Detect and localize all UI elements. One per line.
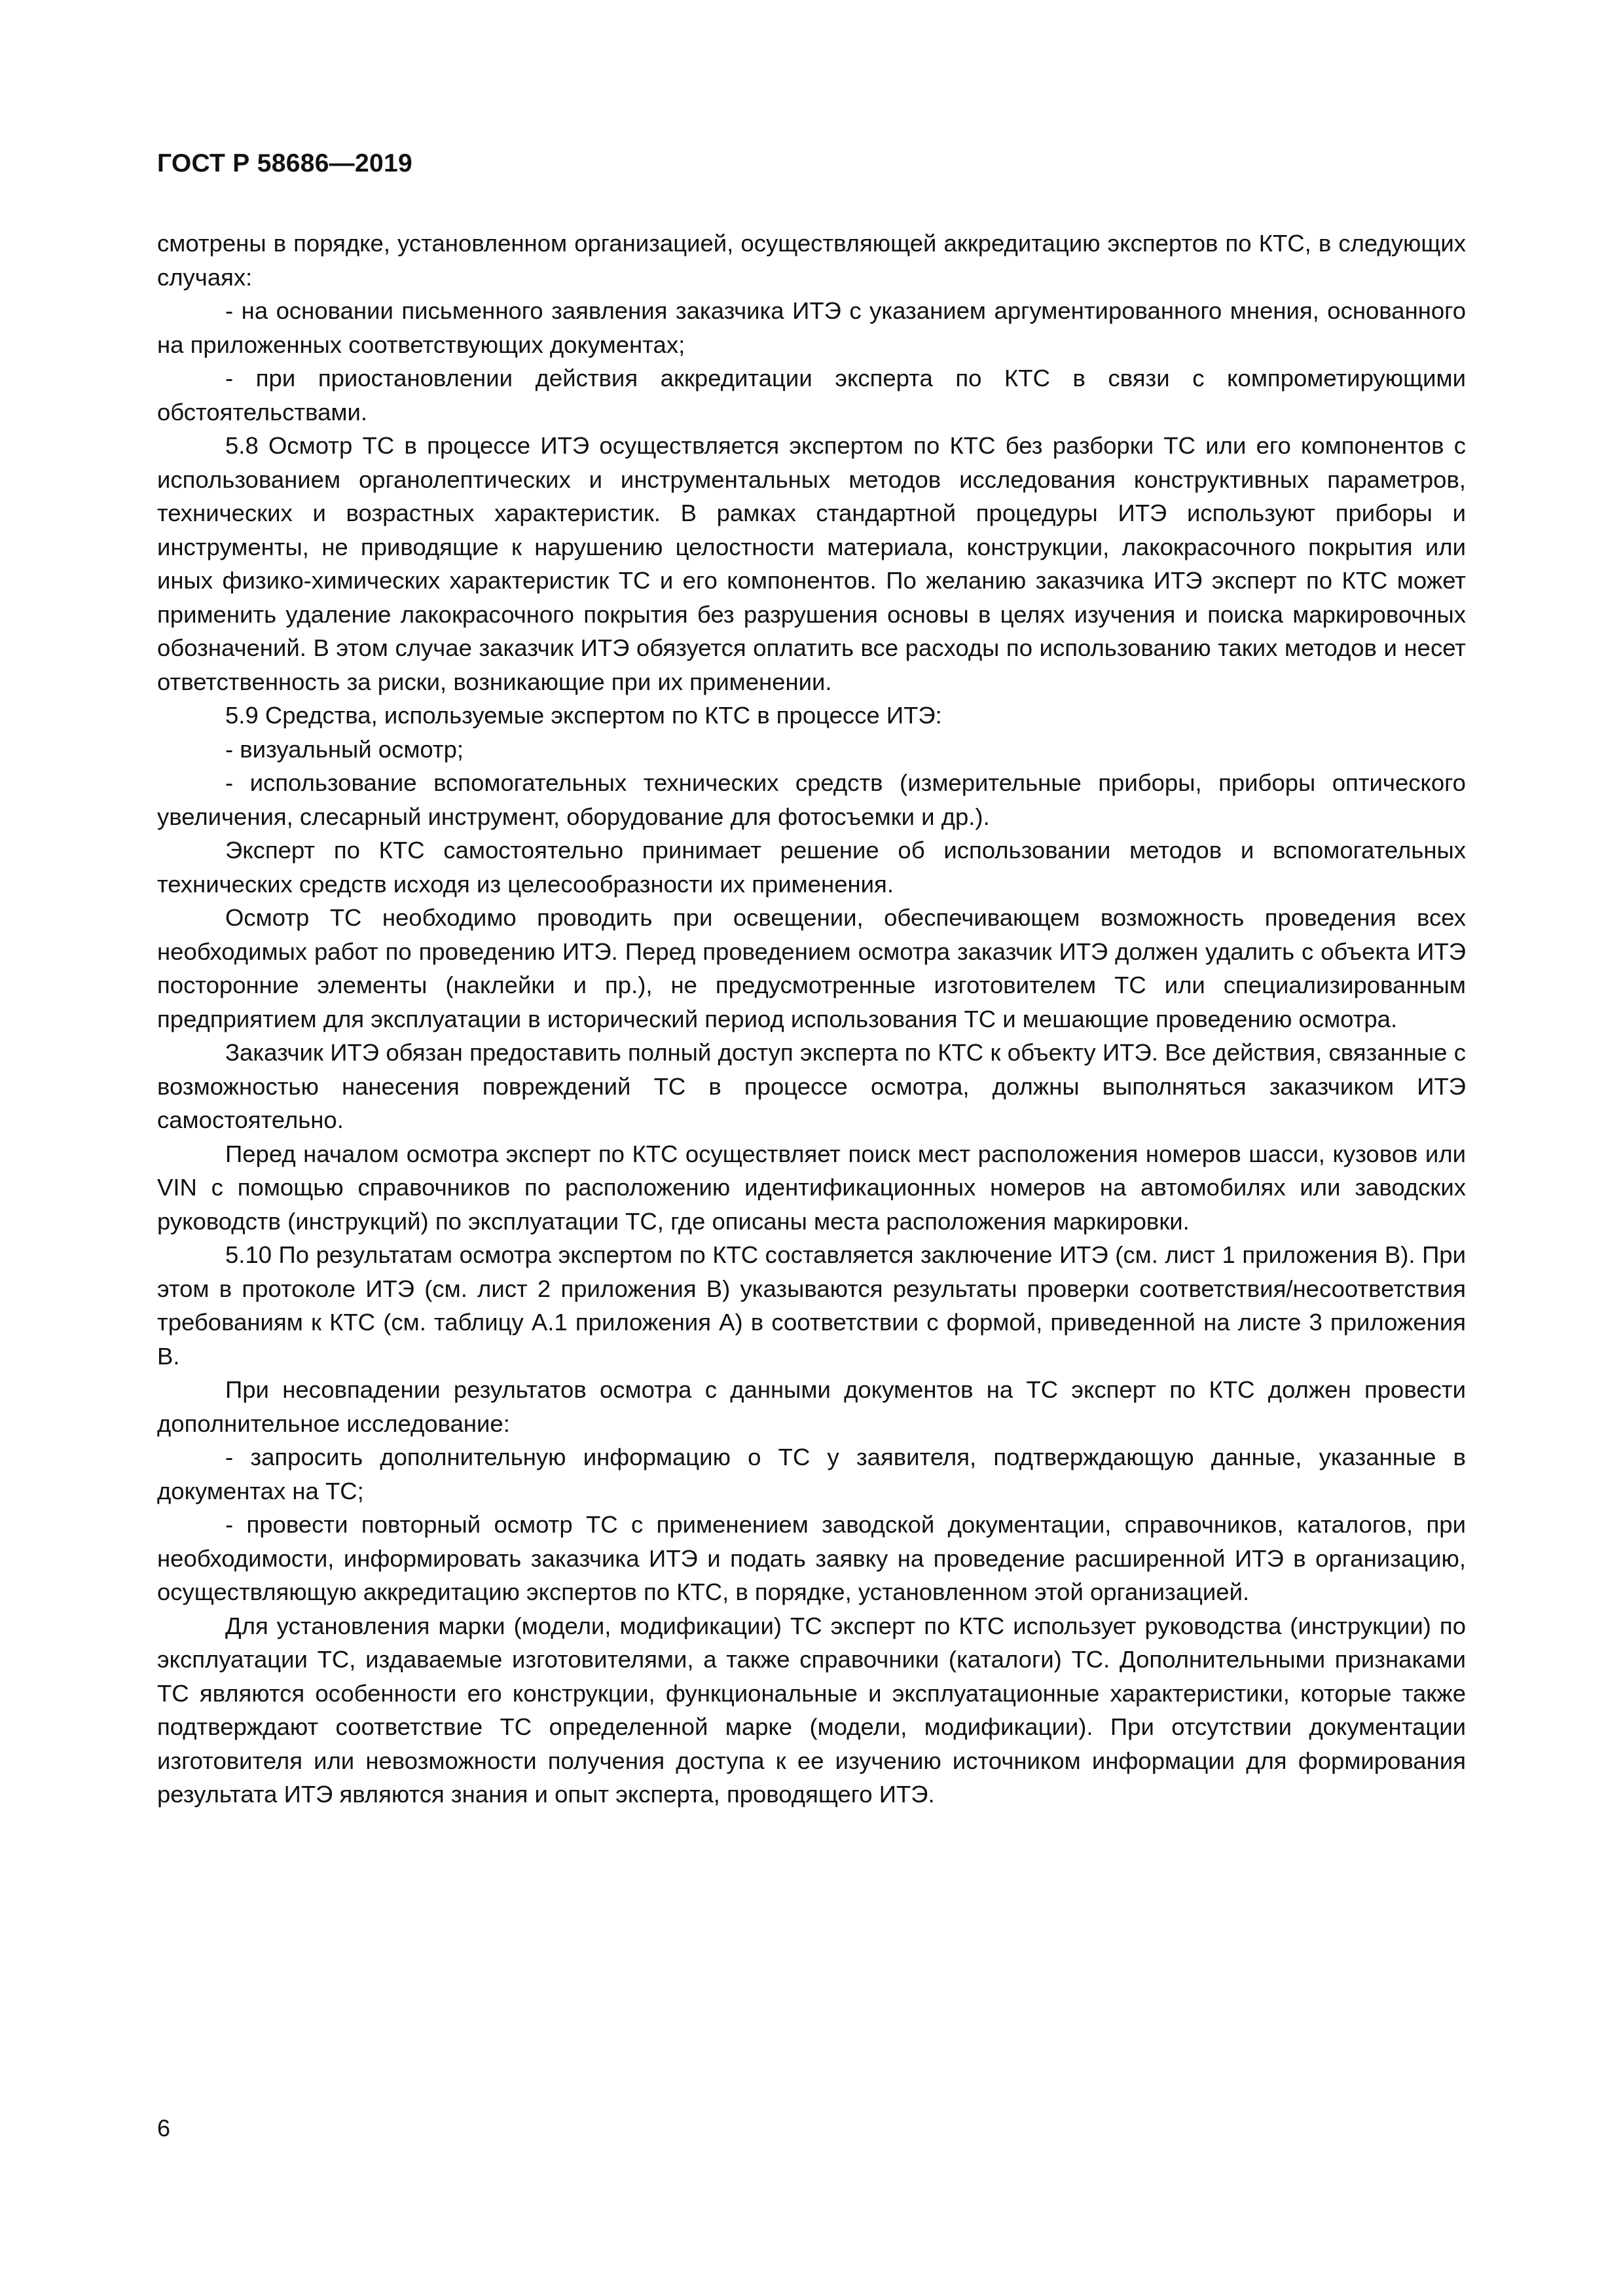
paragraph: Для установления марки (модели, модификации) ТС эксперт по КТС использует руководства (инструкции) по эксплуатации ТС, издаваемые изготовителями, а также справочники (каталоги) ТС. Дополнительными признаками ТС являются особенности его конструкции, функциональные и эксплуатационные характеристики, которые также подтверждают соответствие ТС определенной марке (модели, модификации). При отсутствии документации изготовителя или невозможности получения доступа к ее изучению источником информации для формирования результата ИТЭ являются знания и опыт эксперта, проводящего ИТЭ. xyxy=(157,1612,1466,1808)
paragraph: Осмотр ТС необходимо проводить при освещении, обеспечивающем возможность проведения всех необходимых работ по проведению ИТЭ. Перед проведением осмотра заказчик ИТЭ должен удалить с объекта ИТЭ посторонние элементы (наклейки и пр.), не предусмотренные изготовителем ТС или специализированным предприятием для эксплуатации в исторический период использования ТС и мешающие проведению осмотра. xyxy=(157,904,1466,1032)
paragraph: 5.9 Средства, используемые экспертом по КТС в процессе ИТЭ: xyxy=(225,702,942,729)
paragraph: - запросить дополнительную информацию о ТС у заявителя, подтверждающую данные, указанные в документах на ТС; xyxy=(157,1444,1466,1504)
paragraph: 5.10 По результатам осмотра экспертом по КТС составляется заключение ИТЭ (см. лист 1 приложения В). При этом в протоколе ИТЭ (см. лист 2 приложения В) указываются результаты проверки соответствия/несоответствия требованиям к КТС (см. таблицу А.1 приложения А) в соответствии с формой, приведенной на листе 3 приложения В. xyxy=(157,1241,1466,1370)
paragraph: Перед началом осмотра эксперт по КТС осуществляет поиск мест расположения номеров шасси, кузовов или VIN с помощью справочников по расположению идентификационных номеров на автомобилях или заводских руководств (инструкций) по эксплуатации ТС, где описаны места расположения маркировки. xyxy=(157,1140,1466,1235)
document-header: ГОСТ Р 58686—2019 xyxy=(157,149,412,177)
paragraph: - провести повторный осмотр ТС с применением заводской документации, справочников, каталогов, при необходимости, информировать заказчика ИТЭ и подать заявку на проведение расширенной ИТЭ в организацию, осуществляющую аккредитацию экспертов по КТС, в порядке, установленном этой организацией. xyxy=(157,1511,1466,1605)
paragraph: Эксперт по КТС самостоятельно принимает решение об использовании методов и вспомогательных технических средств исходя из целесообразности их применения. xyxy=(157,837,1466,898)
document-body xyxy=(157,227,1466,1812)
paragraph: Заказчик ИТЭ обязан предоставить полный доступ эксперта по КТС к объекту ИТЭ. Все действия, связанные с возможностью нанесения повреждений ТС в процессе осмотра, должны выполняться заказчиком ИТЭ самостоятельно. xyxy=(157,1039,1466,1133)
paragraph: - визуальный осмотр; xyxy=(225,735,464,763)
page-number: 6 xyxy=(157,2115,171,2141)
paragraph: 5.8 Осмотр ТС в процессе ИТЭ осуществляется экспертом по КТС без разборки ТС или его компонентов с использованием органолептических и инструментальных методов исследования конструктивных параметров, технических и возрастных характеристик. В рамках стандартной процедуры ИТЭ используют приборы и инструменты, не приводящие к нарушению целостности материала, конструкции, лакокрасочного покрытия или иных физико-химических характеристик ТС и его компонентов. По желанию заказчика ИТЭ эксперт по КТС может применить удаление лакокрасочного покрытия без разрушения основы в целях изучения и поиска маркировочных обозначений. В этом случае заказчик ИТЭ обязуется оплатить все расходы по использованию таких методов и несет ответственность за риски, возникающие при их применении. xyxy=(157,432,1466,695)
paragraph: - на основании письменного заявления заказчика ИТЭ с указанием аргументированного мнения, основанного на приложенных соответствующих документах; xyxy=(157,297,1466,358)
paragraph: - при приостановлении действия аккредитации эксперта по КТС в связи с компрометирующими обстоятельствами. xyxy=(157,365,1466,426)
paragraph: При несовпадении результатов осмотра с данными документов на ТС эксперт по КТС должен провести дополнительное исследование: xyxy=(157,1376,1466,1437)
paragraph: смотрены в порядке, установленном организацией, осуществляющей аккредитацию экспертов по КТС, в следующих случаях: xyxy=(157,230,1466,291)
paragraph: - использование вспомогательных технических средств (измерительные приборы, приборы оптического увеличения, слесарный инструмент, оборудование для фотосъемки и др.). xyxy=(157,769,1466,830)
